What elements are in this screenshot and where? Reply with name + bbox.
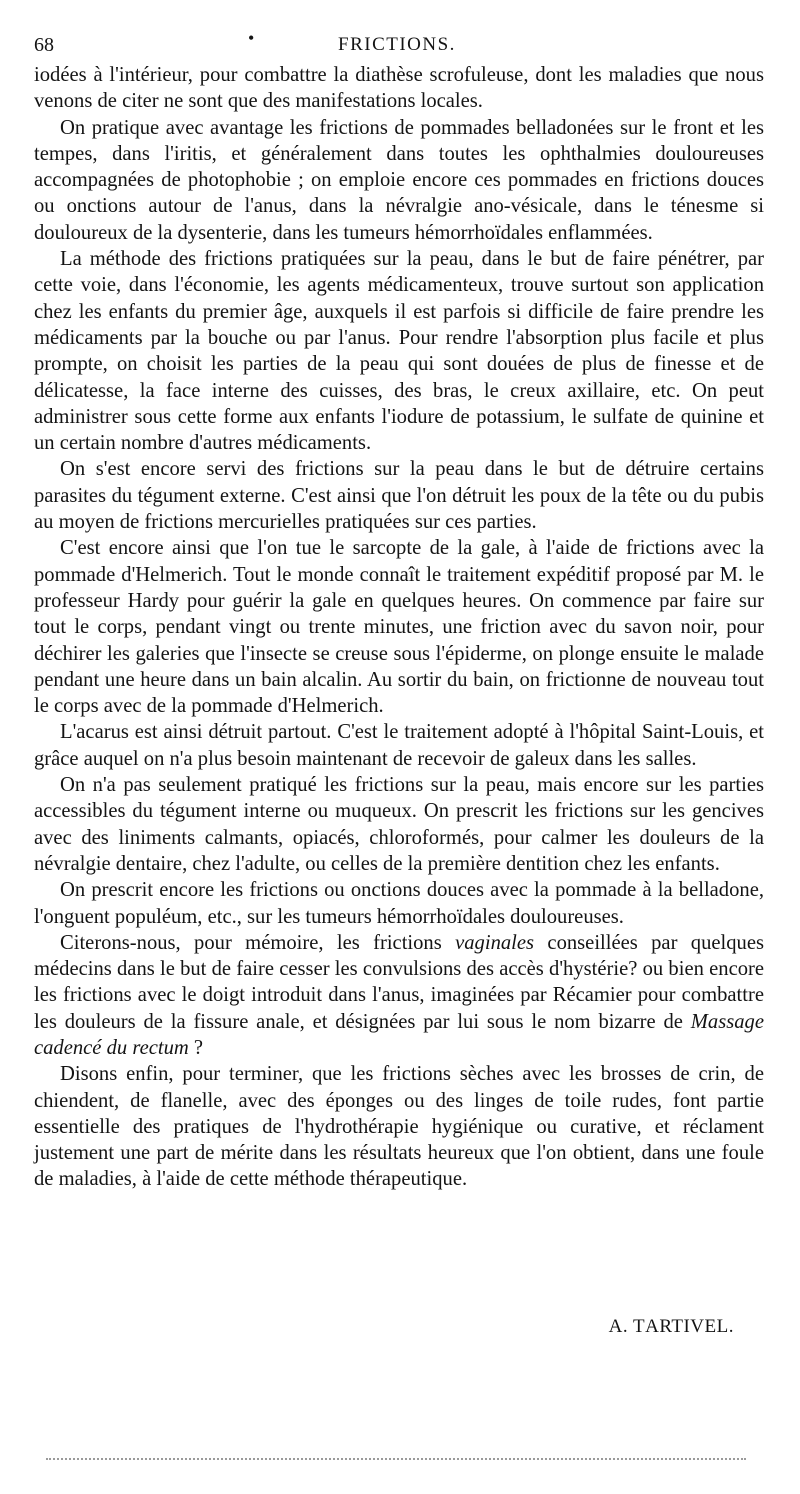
page-number: 68 [34,34,54,56]
emphasis-massage: Massage cadencé du rectum [34,1010,764,1059]
paragraph: C'est encore ainsi que l'on tue le sarcopte de la gale, à l'aide de frictions avec la pommade d'Helmerich. Tout le monde connaît le traitement expéditif proposé par M. le professeur Hardy pour guérir la gale en quelques heures. On commence par faire sur tout le corps, pendant vingt ou trente minutes, une friction avec du savon noir, pour déchirer les galeries que l'insecte se creuse sous l'épiderme, on plonge ensuite le malade pendant une heure dans un bain alcalin. Au sortir du bain, on frictionne de nouveau tout le corps avec de la pommade d'Helmerich. [34,537,764,718]
signature-surname: ARTIVEL. [645,1316,734,1337]
running-title: FRICTIONS. [338,34,456,55]
emphasis-vaginales: vaginales [455,931,535,954]
paragraph: On s'est encore servi des frictions sur la peau dans le but de détruire certains parasites du tégument externe. C'est ainsi que l'on détruit les poux de la tête ou du pubis au moyen de frictions mercurielles pratiquées sur ces parties. [34,458,764,534]
text-run: Citerons-nous, pour mémoire, les frictions [60,931,456,954]
header-ornament-dot: • [248,28,255,48]
paragraph: L'acarus est ainsi détruit partout. C'est le traitement adopté à l'hôpital Saint-Louis, et grâce auquel on n'a plus besoin maintenant de recevoir de galeux dans les salles. [34,721,764,770]
text-run: conseillées par quelques médecins dans le but de faire cesser les convulsions des accès d'hystérie? ou bien encore les frictions avec le doigt introduit dans l'anus, imaginées par Récamier pour combattre les douleurs de la fissure anale, et désignées par lui sous le nom bizarre de [34,931,765,1033]
footer-dotted-rule [46,1458,746,1460]
paragraph: On pratique avec avantage les frictions de pommades belladonées sur le front et les tempes, dans l'iritis, et généralement dans toutes les ophthalmies douloureuses accompagnées de photophobie ; on emploie encore ces pommades en frictions douces ou onctions autour de l'anus, dans la névralgie ano-vésicale, dans le ténesme si douloureux de la dysenterie, dans les tumeurs hémorrhoïdales enflammées. [34,116,764,244]
paragraph: La méthode des frictions pratiquées sur la peau, dans le but de faire pénétrer, par cette voie, dans l'économie, les agents médicamenteux, trouve surtout son application chez les enfants du premier âge, auxquels il est parfois si difficile de faire prendre les médicaments par la bouche ou par l'anus. Pour rendre l'absorption plus facile et plus prompte, on choisit les parties de la peau qui sont douées de plus de finesse et de délicatesse, la face interne des cuisses, des bras, le creux axillaire, etc. On peut administrer sous cette forme aux enfants l'iodure de potassium, le sulfate de quinine et un certain nombre d'autres médicaments. [34,248,764,455]
paragraph-continued: iodées à l'intérieur, pour combattre la diathèse scrofuleuse, dont les maladies que nous venons de citer ne sont que des manifestations locales. [34,64,764,113]
article-body [34,62,764,1193]
author-signature [609,1316,734,1338]
signature-initial: A. T [608,1316,646,1337]
page-header [34,30,764,60]
paragraph: On n'a pas seulement pratiqué les frictions sur la peau, mais encore sur les parties accessibles du tégument interne ou muqueux. On prescrit les frictions sur les gencives avec des liniments calmants, opiacés, chloroformés, pour calmer les douleurs de la névralgie dentaire, chez l'adulte, ou celles de la première dentition chez les enfants. [34,774,764,875]
paragraph-with-emphasis [34,930,764,1061]
paragraph: On prescrit encore les frictions ou onctions douces avec la pommade à la belladone, l'onguent populéum, etc., sur les tumeurs hémorrhoïdales douloureuses. [34,879,764,928]
paragraph-final: Disons enfin, pour terminer, que les frictions sèches avec les brosses de crin, de chiendent, de flanelle, avec des éponges ou des linges de toile rudes, font partie essentielle des pratiques de l'hydrothérapie hygiénique ou curative, et réclament justement une part de mérite dans les résultats heureux que l'on obtient, dans une foule de maladies, à l'aide de cette méthode thérapeutique. [34,1063,764,1191]
text-run: ? [188,1036,204,1059]
